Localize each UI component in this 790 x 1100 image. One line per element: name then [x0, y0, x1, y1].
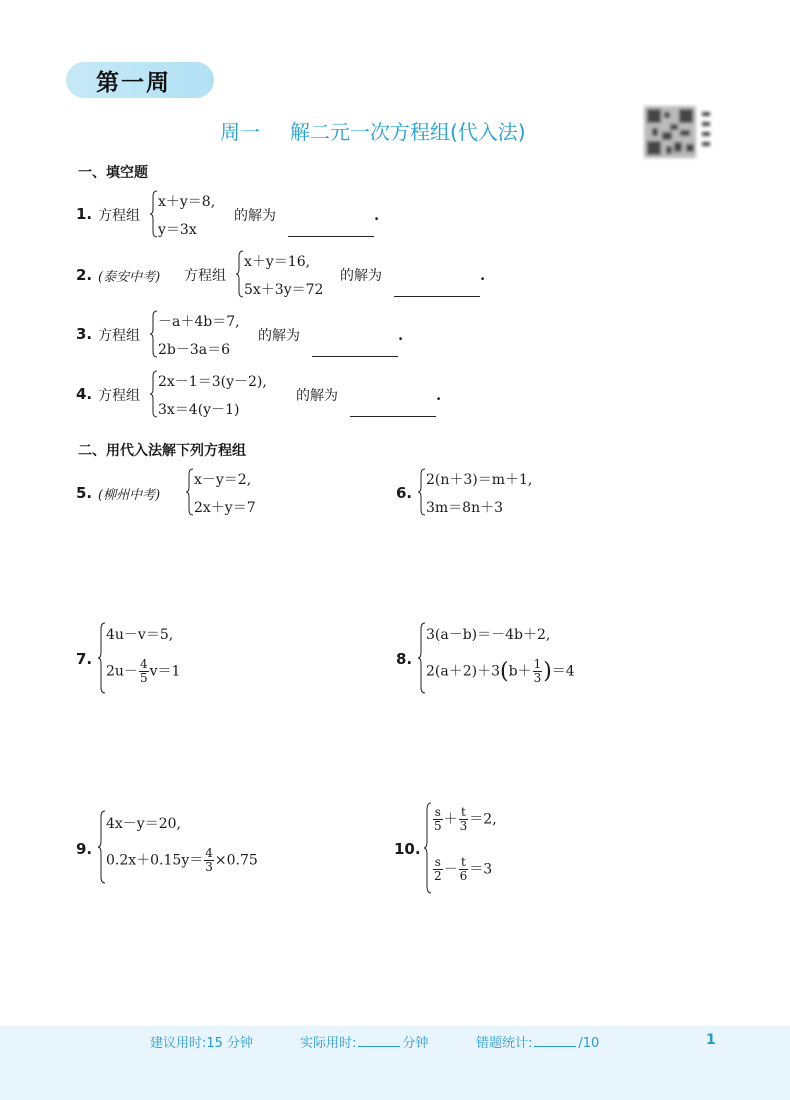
- fraction: $\frac{s}{5}$: [434, 805, 442, 833]
- page-number: 1: [706, 1032, 716, 1048]
- equation-1: －a＋4b＝7,: [158, 314, 240, 330]
- answer-suffix: 的解为: [296, 388, 338, 404]
- equation-1: 4u－v＝5,: [106, 627, 174, 643]
- answer-suffix: 的解为: [258, 328, 300, 344]
- question-prefix: 方程组: [184, 268, 226, 284]
- left-brace-icon: [236, 250, 244, 298]
- left-brace-icon: [150, 190, 158, 238]
- suggested-time: 建议用时:15 分钟: [150, 1036, 254, 1051]
- left-brace-icon: [418, 468, 426, 516]
- question-source: (泰安中考): [98, 270, 161, 285]
- fraction: $\frac{s}{2}$: [434, 855, 442, 883]
- equation-2: 0.2x＋0.15y＝ $\frac{4}{3}$ ×0.75: [106, 846, 258, 874]
- equation-1: x＋y＝16,: [244, 254, 311, 270]
- footer-bar: [0, 1026, 790, 1100]
- equation-2: y＝3x: [158, 222, 197, 238]
- section-solve-title: 二、用代入法解下列方程组: [78, 443, 246, 459]
- equation-2: 2u－ $\frac{4}{5}$ v＝1: [106, 657, 181, 685]
- question-number: 3.: [76, 325, 93, 343]
- actual-time-blank[interactable]: [358, 1046, 400, 1047]
- equation-1: x＋y＝8,: [158, 194, 216, 210]
- fraction: $\frac{4}{5}$: [139, 657, 148, 685]
- question-number: 4.: [76, 385, 93, 403]
- question-prefix: 方程组: [98, 388, 140, 404]
- question-number: 7.: [76, 650, 93, 668]
- topic-label: 解二元一次方程组(代入法): [290, 120, 526, 144]
- equation-1: 3(a－b)＝－4b＋2,: [426, 627, 551, 643]
- question-number: 6.: [396, 484, 413, 502]
- equation-1: 4x－y＝20,: [106, 816, 181, 832]
- left-brace-icon: [150, 310, 158, 358]
- answer-blank[interactable]: [350, 415, 436, 417]
- fraction: $\frac{4}{3}$: [205, 846, 213, 874]
- equation-1: $\frac{s}{5}$ ＋ $\frac{t}{3}$ ＝2,: [434, 805, 497, 833]
- equation-2: 5x＋3y＝72: [244, 282, 324, 298]
- question-number: 8.: [396, 650, 413, 668]
- left-brace-icon: [98, 622, 106, 694]
- answer-blank[interactable]: [312, 355, 398, 357]
- equation-1: 2x－1＝3(y－2),: [158, 374, 267, 390]
- period: .: [374, 206, 380, 224]
- fraction: $\frac{t}{3}$: [459, 805, 468, 833]
- equation-1: 2(n＋3)＝m＋1,: [426, 472, 533, 488]
- left-brace-icon: [424, 802, 432, 894]
- question-prefix: 方程组: [98, 328, 140, 344]
- week-tab: [66, 62, 214, 98]
- question-number: 1.: [76, 205, 93, 223]
- day-label: 周一: [220, 120, 260, 144]
- answer-blank[interactable]: [394, 295, 480, 297]
- fraction: $\frac{t}{6}$: [459, 855, 468, 883]
- answer-suffix: 的解为: [340, 268, 382, 284]
- question-number: 10.: [394, 840, 421, 858]
- answer-blank[interactable]: [288, 235, 374, 237]
- actual-time: 实际用时: 分钟: [300, 1036, 429, 1051]
- error-count: 错题统计: /10: [476, 1036, 600, 1051]
- equation-2: 3x＝4(y－1): [158, 402, 240, 418]
- question-number: 9.: [76, 840, 93, 858]
- equation-2: $\frac{s}{2}$ － $\frac{t}{6}$ ＝3: [434, 855, 493, 883]
- equation-2: 3m＝8n＋3: [426, 500, 504, 516]
- period: .: [480, 266, 486, 284]
- week-label: 第一周: [96, 70, 171, 96]
- period: .: [398, 326, 404, 344]
- left-brace-icon: [98, 810, 106, 884]
- left-brace-icon: [186, 468, 194, 516]
- left-brace-icon: [418, 622, 426, 694]
- equation-2: 2(a＋2)＋3(b＋ $\frac{1}{3}$ )＝4: [426, 657, 575, 685]
- left-brace-icon: [150, 370, 158, 418]
- question-number: 2.: [76, 266, 93, 284]
- question-source: (柳州中考): [98, 488, 161, 503]
- section-fill-blank-title: 一、填空题: [78, 165, 148, 181]
- question-number: 5.: [76, 484, 93, 502]
- error-count-blank[interactable]: [534, 1046, 576, 1047]
- lesson-title: [220, 116, 526, 145]
- equation-2: 2b－3a＝6: [158, 342, 231, 358]
- answer-suffix: 的解为: [234, 208, 276, 224]
- equation-2: 2x＋y＝7: [194, 500, 256, 516]
- fraction: $\frac{1}{3}$: [533, 657, 542, 685]
- question-prefix: 方程组: [98, 208, 140, 224]
- equation-1: x－y＝2,: [194, 472, 252, 488]
- period: .: [436, 386, 442, 404]
- qr-code-icon[interactable]: [642, 104, 718, 162]
